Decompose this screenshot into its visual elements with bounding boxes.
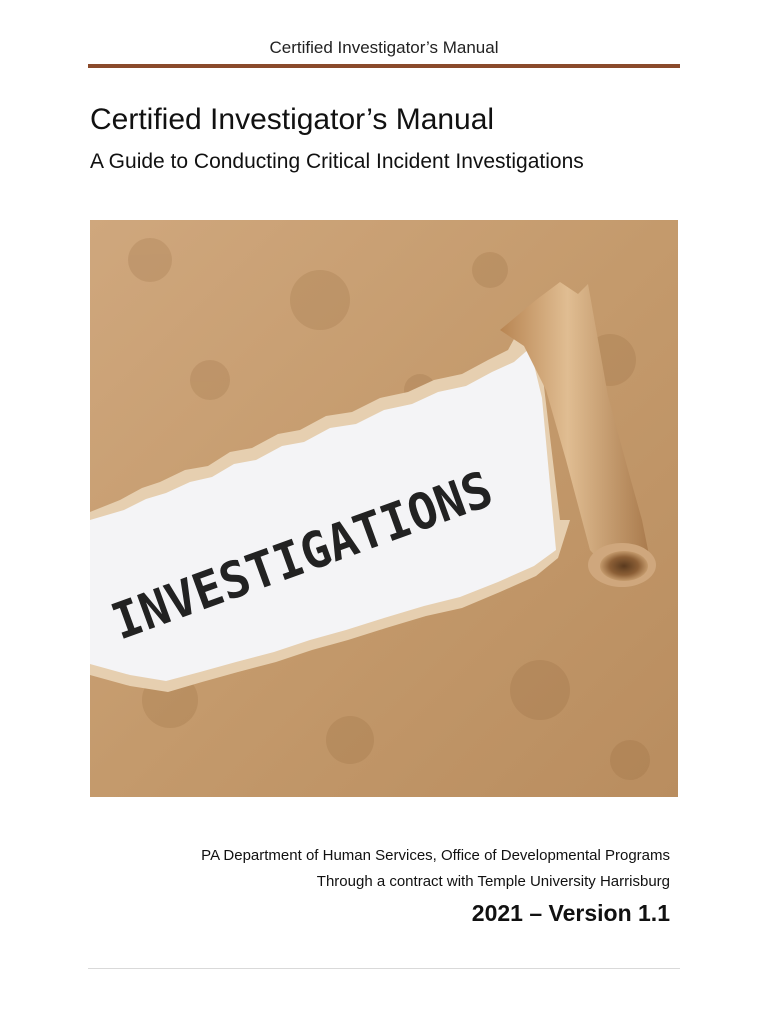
torn-paper-illustration xyxy=(90,220,678,797)
contract-line: Through a contract with Temple University Harrisburg xyxy=(316,873,670,890)
cover-image xyxy=(90,220,678,797)
header-rule xyxy=(88,64,680,68)
cover-image-word: INVESTIGATIONS xyxy=(104,452,521,652)
document-title: Certified Investigator’s Manual xyxy=(90,103,495,136)
version-label: 2021 – Version 1.1 xyxy=(471,900,670,926)
document-subtitle: A Guide to Conducting Critical Incident Investigations xyxy=(90,150,584,173)
running-header: Certified Investigator’s Manual xyxy=(269,38,499,57)
organization-line: PA Department of Human Services, Office of Developmental Programs xyxy=(201,847,670,864)
footer-rule xyxy=(88,968,680,969)
